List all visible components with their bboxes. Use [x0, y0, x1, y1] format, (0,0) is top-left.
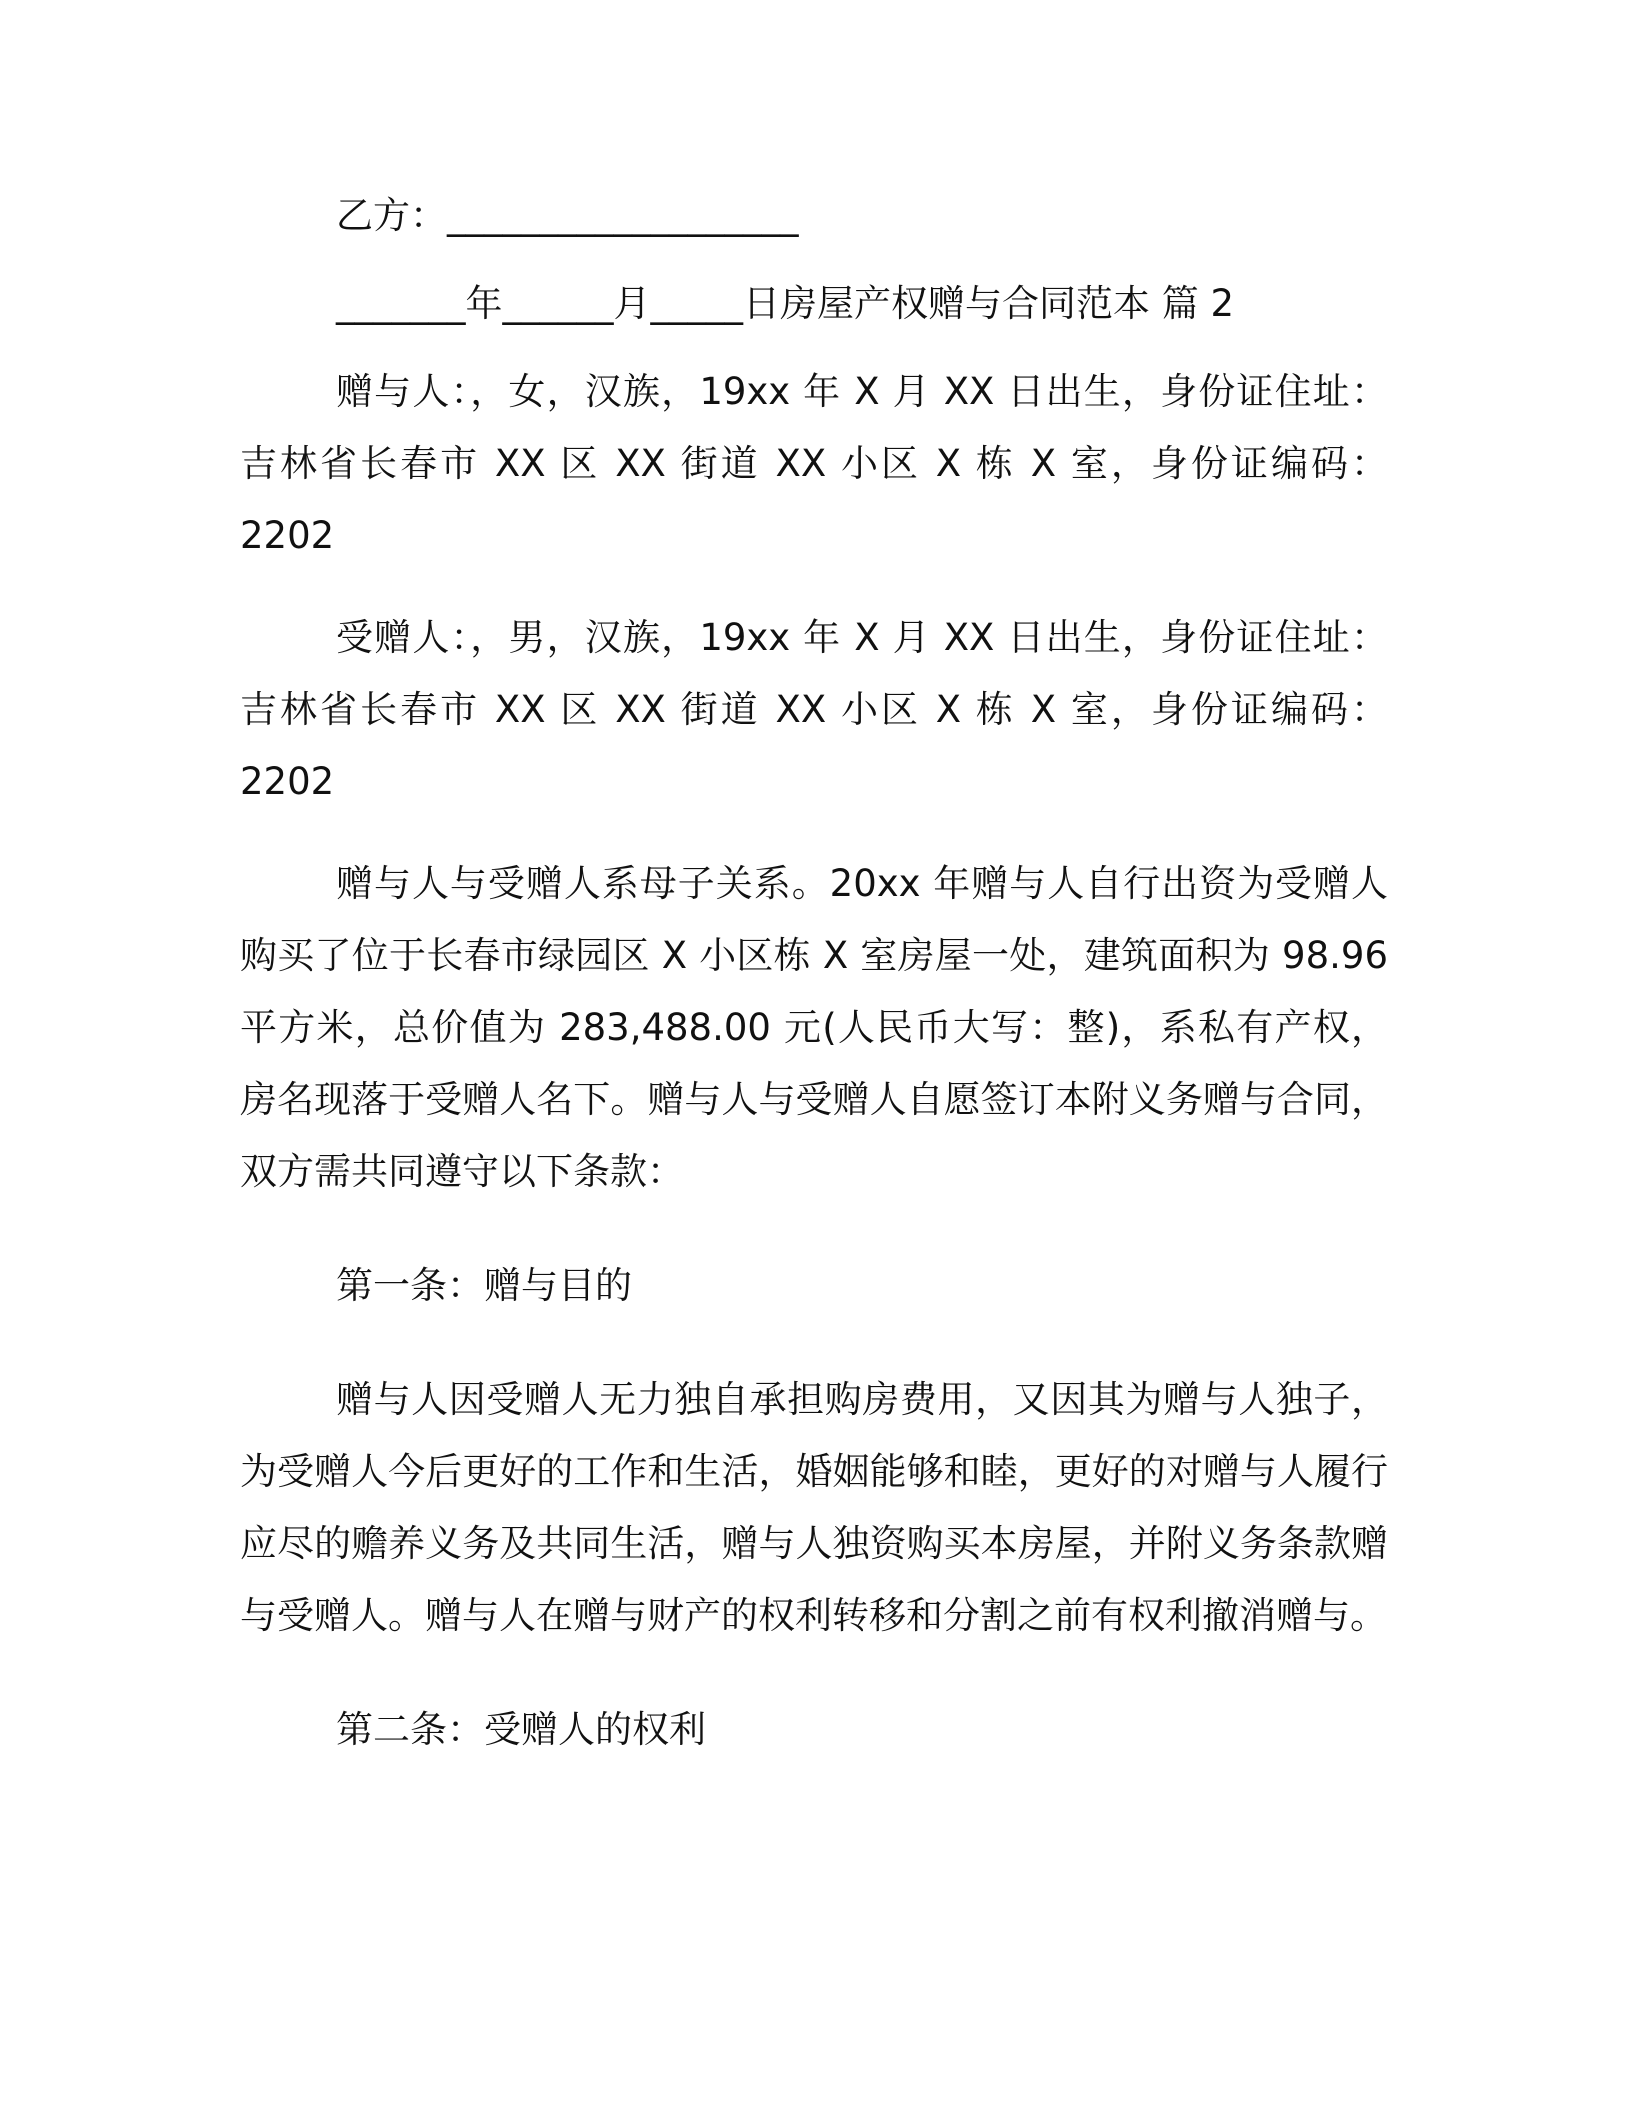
- date-title-line: _______年______月_____日房屋产权赠与合同范本 篇 2: [336, 282, 1235, 325]
- article-1-heading: 第一条：赠与目的: [336, 1264, 632, 1307]
- relationship-paragraph: 赠与人与受赠人系母子关系。20xx 年赠与人自行出资为受赠人购买了位于长春市绿园区 X 小区栋 X 室房屋一处，建筑面积为 98.96平方米，总价值为 283,488.00 元(人民币大写：整)，系私有产权，房名现落于受赠人名下。赠与人与受赠人自愿签订本附义务赠与合同，双方需共同遵守以下条款：: [240, 862, 1388, 1193]
- article-2-heading: 第二条：受赠人的权利: [336, 1708, 706, 1751]
- party-b-line: 乙方：___________________: [336, 194, 799, 237]
- document-body: [240, 180, 1388, 1766]
- article-1-text: 赠与人因受赠人无力独自承担购房费用，又因其为赠与人独子，为受赠人今后更好的工作和生活，婚姻能够和睦，更好的对赠与人履行应尽的赡养义务及共同生活，赠与人独资购买本房屋，并附义务条款赠与受赠人。赠与人在赠与财产的权利转移和分割之前有权利撤消赠与。: [240, 1378, 1388, 1637]
- donor-info: 赠与人：，女，汉族，19xx 年 X 月 XX 日出生，身份证住址：吉林省长春市 XX 区 XX 街道 XX 小区 X 栋 X 室，身份证编码：2202: [240, 370, 1388, 557]
- donee-info: 受赠人：，男，汉族，19xx 年 X 月 XX 日出生，身份证住址：吉林省长春市 XX 区 XX 街道 XX 小区 X 栋 X 室，身份证编码：2202: [240, 616, 1388, 803]
